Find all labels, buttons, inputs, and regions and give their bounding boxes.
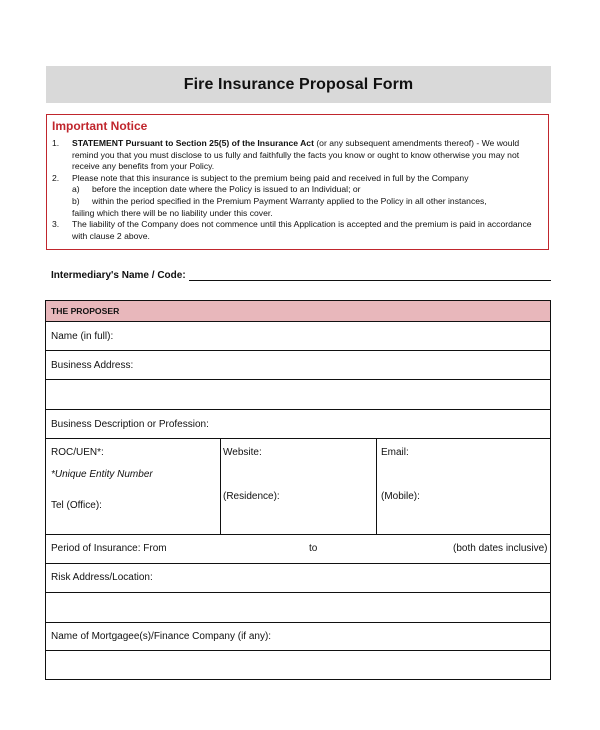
column-divider xyxy=(376,439,377,535)
roc-label: ROC/UEN*: xyxy=(51,447,104,458)
roc-website-email-row xyxy=(46,439,550,487)
risk-address-label: Risk Address/Location: xyxy=(51,572,153,583)
notice-item-text: The liability of the Company does not commence until this Application is accepted and the premium is paid in accordance with clause 2 above. xyxy=(72,219,532,241)
intermediary-input-line[interactable] xyxy=(189,268,551,281)
period-to-label: to xyxy=(309,543,318,554)
notice-item-text: (or any subsequent amendments thereof) - We would remind you that you must disclose to us fully and faithfully the facts you know or ought to know otherwise you may not receive any benefits from your Policy. xyxy=(72,138,520,172)
notice-item-2-tail xyxy=(52,208,543,220)
residence-label: (Residence): xyxy=(223,491,280,502)
business-address-row[interactable] xyxy=(46,351,550,380)
notice-subitem-letter: b) xyxy=(72,195,80,206)
notice-item-tail-text: failing which there will be no liability under this cover. xyxy=(72,207,273,218)
period-of-insurance-row[interactable] xyxy=(46,535,550,564)
notice-item-text: Please note that this insurance is subject to the premium being paid and received in full by the Company xyxy=(72,172,469,183)
notice-statement-bold: STATEMENT Pursuant to Section 25(5) of the Insurance Act xyxy=(72,138,314,148)
notice-item-number: 1. xyxy=(52,138,60,148)
proposer-form-table xyxy=(45,300,551,680)
business-description-label: Business Description or Profession: xyxy=(51,419,209,430)
business-address-row-2[interactable] xyxy=(46,380,550,410)
roc-note: *Unique Entity Number xyxy=(51,469,153,480)
risk-address-row-2[interactable] xyxy=(46,593,550,623)
column-divider xyxy=(220,439,221,535)
mobile-label: (Mobile): xyxy=(381,491,420,502)
business-description-row[interactable] xyxy=(46,410,550,439)
notice-item-number: 2. xyxy=(52,172,60,183)
period-note: (both dates inclusive) xyxy=(453,543,548,554)
business-address-label: Business Address: xyxy=(51,360,134,371)
name-row[interactable] xyxy=(46,322,550,351)
notice-item-3 xyxy=(52,219,543,242)
mortgagee-row-2[interactable] xyxy=(46,651,550,679)
proposer-section-header xyxy=(46,301,550,322)
mortgagee-label: Name of Mortgagee(s)/Finance Company (if any): xyxy=(51,631,272,642)
notice-subitem-text: before the inception date where the Policy is issued to an Individual; or xyxy=(92,184,361,195)
proposer-section-title: THE PROPOSER xyxy=(51,306,120,316)
tel-office-label: Tel (Office): xyxy=(51,500,102,511)
notice-subitem-text: within the period specified in the Premium Payment Warranty applied to the Policy in all other instances, xyxy=(92,195,487,206)
notice-heading: Important Notice xyxy=(52,119,148,133)
website-label: Website: xyxy=(223,447,262,458)
period-label: Period of Insurance: From xyxy=(51,543,167,554)
notice-subitem-letter: a) xyxy=(72,184,80,195)
risk-address-row[interactable] xyxy=(46,564,550,593)
notice-subitem-b xyxy=(52,196,543,208)
name-label: Name (in full): xyxy=(51,331,114,342)
form-title: Fire Insurance Proposal Form xyxy=(183,75,414,93)
notice-item-2 xyxy=(52,173,543,185)
mortgagee-row[interactable] xyxy=(46,623,550,651)
email-label: Email: xyxy=(381,447,409,458)
telephone-row xyxy=(46,487,550,535)
form-title-bar xyxy=(46,66,551,103)
intermediary-label: Intermediary's Name / Code: xyxy=(51,270,186,281)
important-notice-box xyxy=(46,114,549,250)
notice-subitem-a xyxy=(52,184,543,196)
notice-item-1 xyxy=(52,138,543,173)
notice-item-number: 3. xyxy=(52,219,60,230)
intermediary-field xyxy=(51,268,551,281)
